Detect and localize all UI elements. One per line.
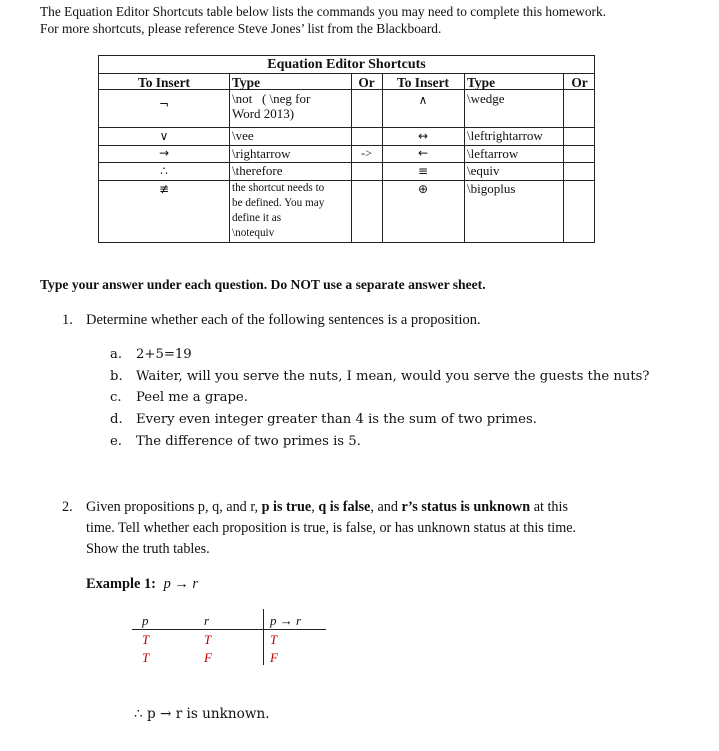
- intro-text: [40, 3, 606, 37]
- item-label: b.: [110, 368, 123, 384]
- type-notequiv-line: be defined. You may: [232, 197, 325, 209]
- question-2-line-1: [62, 497, 576, 518]
- symbol-bigoplus: ⊕: [417, 182, 429, 196]
- example-conclusion: ∴ p → r is unknown.: [134, 706, 270, 722]
- symbol-not: ¬: [158, 97, 170, 111]
- header-to-insert: To Insert: [138, 75, 190, 90]
- truth-table-column-rule: [263, 609, 264, 665]
- type-vee: \vee: [232, 128, 254, 143]
- header-to-insert-2: To Insert: [397, 75, 449, 90]
- question-2: [62, 497, 576, 560]
- truth-table-header-result: p → r: [270, 613, 302, 628]
- shortcuts-table: [98, 55, 595, 243]
- header-type-2: Type: [467, 75, 496, 90]
- instruction: Type your answer under each question. Do NOT use a separate answer sheet.: [40, 277, 486, 292]
- truth-table-header-rule: [132, 629, 326, 630]
- type-notequiv-line: the shortcut needs to: [232, 182, 325, 194]
- question-2-line-3: Show the truth tables.: [86, 541, 210, 557]
- truth-cell: F: [270, 650, 278, 665]
- symbol-leftrightarrow: ↔: [417, 129, 429, 143]
- q2-q-false: q is false: [318, 499, 371, 515]
- truth-cell: T: [142, 632, 150, 647]
- header-or: Or: [358, 75, 375, 90]
- symbol-therefore: ∴: [160, 164, 168, 178]
- item-text: Waiter, will you serve the nuts, I mean, would you serve the guests the nuts?: [136, 368, 650, 384]
- type-notequiv: [229, 181, 351, 241]
- symbol-vee: ∨: [159, 129, 169, 143]
- type-not: [229, 91, 351, 121]
- type-wedge: \wedge: [467, 91, 505, 106]
- type-equiv: \equiv: [467, 163, 500, 178]
- example-heading: [86, 576, 198, 593]
- truth-table-header-p: p: [142, 613, 149, 628]
- list-item: [110, 387, 649, 409]
- table-rule: [563, 73, 564, 242]
- symbol-notequiv: ≢: [158, 182, 170, 196]
- list-item: [110, 366, 649, 388]
- q2-r-unknown: r’s status is unknown: [401, 499, 531, 515]
- type-not-line-2: Word 2013): [232, 106, 295, 121]
- example-expression: p → r: [163, 576, 198, 592]
- type-leftrightarrow: \leftrightarrow: [467, 128, 543, 143]
- intro-line-1: The Equation Editor Shortcuts table below lists the commands you may need to complete this homework.: [40, 4, 607, 19]
- list-item: [110, 409, 649, 431]
- type-therefore: \therefore: [232, 163, 283, 178]
- truth-cell: T: [270, 632, 278, 647]
- truth-cell: T: [142, 650, 150, 665]
- truth-cell: F: [204, 650, 212, 665]
- symbol-rightarrow: →: [158, 146, 170, 160]
- shortcuts-table-title: Equation Editor Shortcuts: [267, 57, 426, 72]
- question-1: [62, 310, 481, 331]
- truth-cell: T: [204, 632, 212, 647]
- symbol-equiv: ≡: [417, 164, 429, 178]
- truth-table-header-r: r: [204, 613, 210, 628]
- type-notequiv-line: define it as: [232, 212, 282, 224]
- header-type: Type: [232, 75, 261, 90]
- q2-p-true: p is true: [261, 499, 312, 515]
- item-label: d.: [110, 412, 123, 428]
- question-2-number: 2.: [62, 499, 73, 515]
- q2-text: at this: [530, 499, 568, 515]
- item-label: c.: [110, 390, 122, 406]
- item-text: Peel me a grape.: [136, 390, 248, 406]
- question-2-line-2: time. Tell whether each proposition is true, is false, or has unknown status at this time.: [86, 520, 577, 536]
- header-or-2: Or: [571, 75, 588, 90]
- question-1-items: [110, 344, 649, 453]
- type-notequiv-line: \notequiv: [232, 227, 275, 239]
- type-bigoplus: \bigoplus: [467, 181, 516, 196]
- list-item: [110, 431, 649, 453]
- type-not-line-1: \not ( \neg for: [232, 91, 311, 106]
- list-item: [110, 344, 649, 366]
- question-1-text: Determine whether each of the following sentences is a proposition.: [86, 312, 481, 328]
- item-text: Every even integer greater than 4 is the sum of two primes.: [136, 412, 537, 428]
- q2-text: Given propositions p, q, and r,: [86, 499, 262, 515]
- q2-text: ,: [311, 499, 319, 515]
- or-rightarrow: ->: [361, 146, 372, 160]
- item-label: a.: [110, 347, 123, 362]
- example-label: Example 1:: [86, 576, 156, 592]
- item-label: e.: [110, 433, 122, 449]
- item-text: The difference of two primes is 5.: [136, 433, 361, 449]
- symbol-wedge: ∧: [418, 93, 428, 107]
- question-1-number: 1.: [62, 312, 73, 328]
- intro-line-2: For more shortcuts, please reference Steve Jones’ list from the Blackboard.: [40, 21, 442, 36]
- type-rightarrow: \rightarrow: [232, 146, 291, 161]
- symbol-leftarrow: ←: [417, 146, 429, 160]
- type-leftarrow: \leftarrow: [467, 146, 519, 161]
- q2-text: , and: [370, 499, 402, 515]
- table-rule: [99, 73, 594, 74]
- item-text: 2+5=19: [136, 347, 192, 362]
